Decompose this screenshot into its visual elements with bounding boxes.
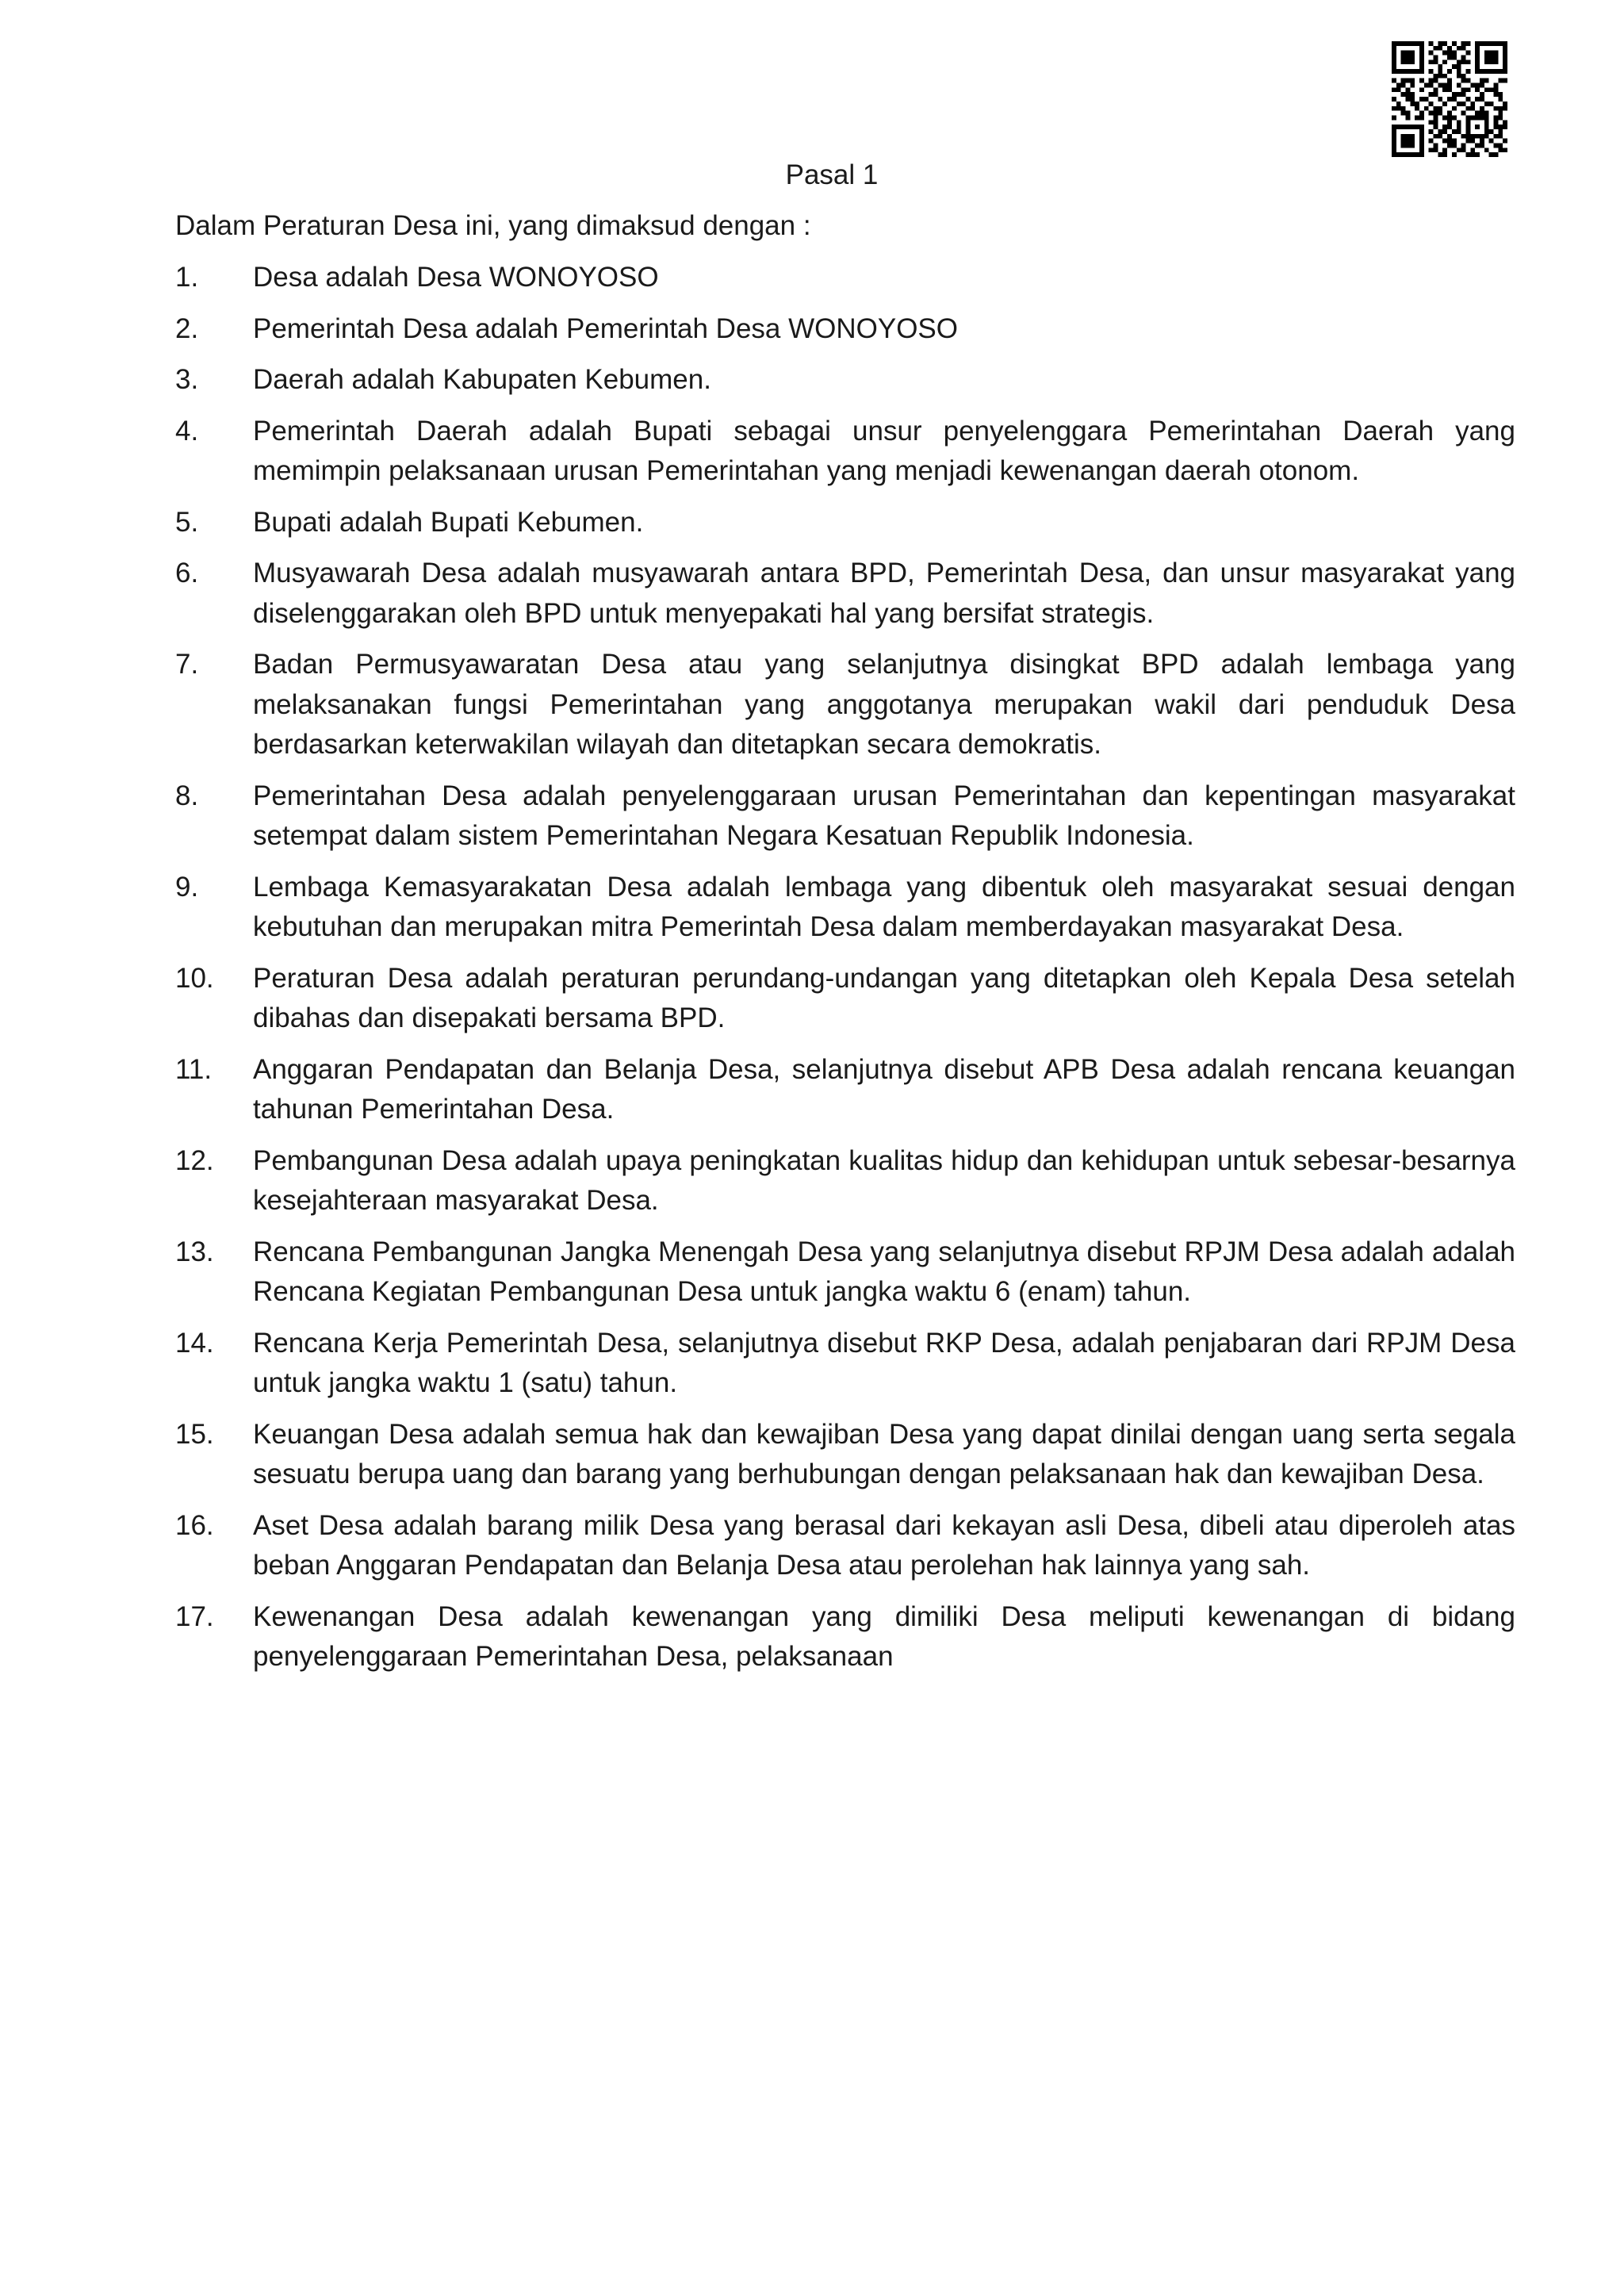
list-item-text: Lembaga Kemasyarakatan Desa adalah lembaga yang dibentuk oleh masyarakat sesuai dengan kebutuhan dan merupakan mitra Pemerintah Desa dalam memberdayakan masyarakat Desa. [253,871,1515,942]
list-item [175,360,1515,401]
list-item-number: 8. [175,780,199,811]
list-item-text: Pemerintah Desa adalah Pemerintah Desa WONOYOSO [253,312,958,344]
list-item [175,1141,1515,1221]
list-item [175,868,1515,948]
list-item [175,959,1515,1039]
definition-list [175,258,1515,1688]
list-item [175,1232,1515,1313]
list-item-text: Pemerintahan Desa adalah penyelenggaraan urusan Pemerintahan dan kepentingan masyarakat setempat dalam sistem Pemerintahan Negara Kesatuan Republik Indonesia. [253,780,1515,851]
list-item-text: Kewenangan Desa adalah kewenangan yang dimiliki Desa meliputi kewenangan di bidang penyelenggaraan Pemerintahan Desa, pelaksanaan [253,1600,1515,1672]
list-item-number: 16. [175,1509,214,1541]
list-item [175,645,1515,765]
list-item-text: Keuangan Desa adalah semua hak dan kewajiban Desa yang dapat dinilai dengan uang serta segala sesuatu berupa uang dan barang yang berhubungan dengan pelaksanaan hak dan kewajiban Desa. [253,1418,1515,1489]
list-item [175,503,1515,543]
list-item-number: 4. [175,415,199,447]
list-item [175,1597,1515,1677]
pasal-title: Pasal 1 [785,159,879,190]
list-item [175,554,1515,634]
qr-code-icon [1392,41,1507,157]
list-item-text: Desa adalah Desa WONOYOSO [253,262,659,293]
list-item-number: 6. [175,558,199,588]
list-item-number: 17. [175,1600,214,1632]
list-item-number: 15. [175,1418,214,1450]
list-item-text: Badan Permusyawaratan Desa atau yang selanjutnya disingkat BPD adalah lembaga yang melaksanakan fungsi Pemerintahan yang anggotanya merupakan wakil dari penduduk Desa berdasarkan keterwakilan wilayah dan ditetapkan secara demokratis. [253,649,1515,760]
list-item-text: Peraturan Desa adalah peraturan perundang-undangan yang ditetapkan oleh Kepala Desa setelah dibahas dan disepakati bersama BPD. [253,962,1515,1033]
intro-text: Dalam Peraturan Desa ini, yang dimaksud dengan : [175,210,811,241]
list-item-text: Aset Desa adalah barang milik Desa yang berasal dari kekayan asli Desa, dibeli atau diperoleh atas beban Anggaran Pendapatan dan Belanja Desa atau perolehan hak lainnya yang sah. [253,1509,1515,1581]
list-item-text: Pemerintah Daerah adalah Bupati sebagai unsur penyelenggara Pemerintahan Daerah yang memimpin pelaksanaan urusan Pemerintahan yang menjadi kewenangan daerah otonom. [253,415,1515,486]
list-item-number: 2. [175,312,199,344]
list-item [175,412,1515,492]
list-item [175,1415,1515,1495]
list-item [175,1324,1515,1404]
list-item-text: Rencana Kerja Pemerintah Desa, selanjutnya disebut RKP Desa, adalah penjabaran dari RPJM Desa untuk jangka waktu 1 (satu) tahun. [253,1327,1515,1398]
list-item-text: Pembangunan Desa adalah upaya peningkatan kualitas hidup dan kehidupan untuk sebesar-besarnya kesejahteraan masyarakat Desa. [253,1144,1515,1216]
list-item-number: 13. [175,1236,214,1267]
list-item-number: 9. [175,871,199,903]
list-item-number: 12. [175,1144,214,1176]
list-item-text: Anggaran Pendapatan dan Belanja Desa, selanjutnya disebut APB Desa adalah rencana keuangan tahunan Pemerintahan Desa. [253,1053,1515,1125]
list-item-text: Rencana Pembangunan Jangka Menengah Desa yang selanjutnya disebut RPJM Desa adalah adalah Rencana Kegiatan Pembangunan Desa untuk jangka waktu 6 (enam) tahun. [253,1236,1515,1307]
list-item-number: 1. [175,262,199,293]
list-item-number: 3. [175,364,199,395]
list-item-number: 10. [175,962,214,994]
list-item-number: 14. [175,1327,214,1359]
list-item [175,1506,1515,1586]
list-item [175,258,1515,298]
list-item-text: Daerah adalah Kabupaten Kebumen. [253,364,711,395]
list-item [175,309,1515,350]
list-item-number: 7. [175,649,199,680]
list-item-text: Bupati adalah Bupati Kebumen. [253,506,644,538]
list-item-number: 5. [175,506,199,538]
list-item-text: Musyawarah Desa adalah musyawarah antara BPD, Pemerintah Desa, dan unsur masyarakat yang diselenggarakan oleh BPD untuk menyepakati hal yang bersifat strategis. [253,558,1515,629]
list-item-number: 11. [175,1053,213,1085]
list-item [175,1050,1515,1130]
list-item [175,776,1515,857]
